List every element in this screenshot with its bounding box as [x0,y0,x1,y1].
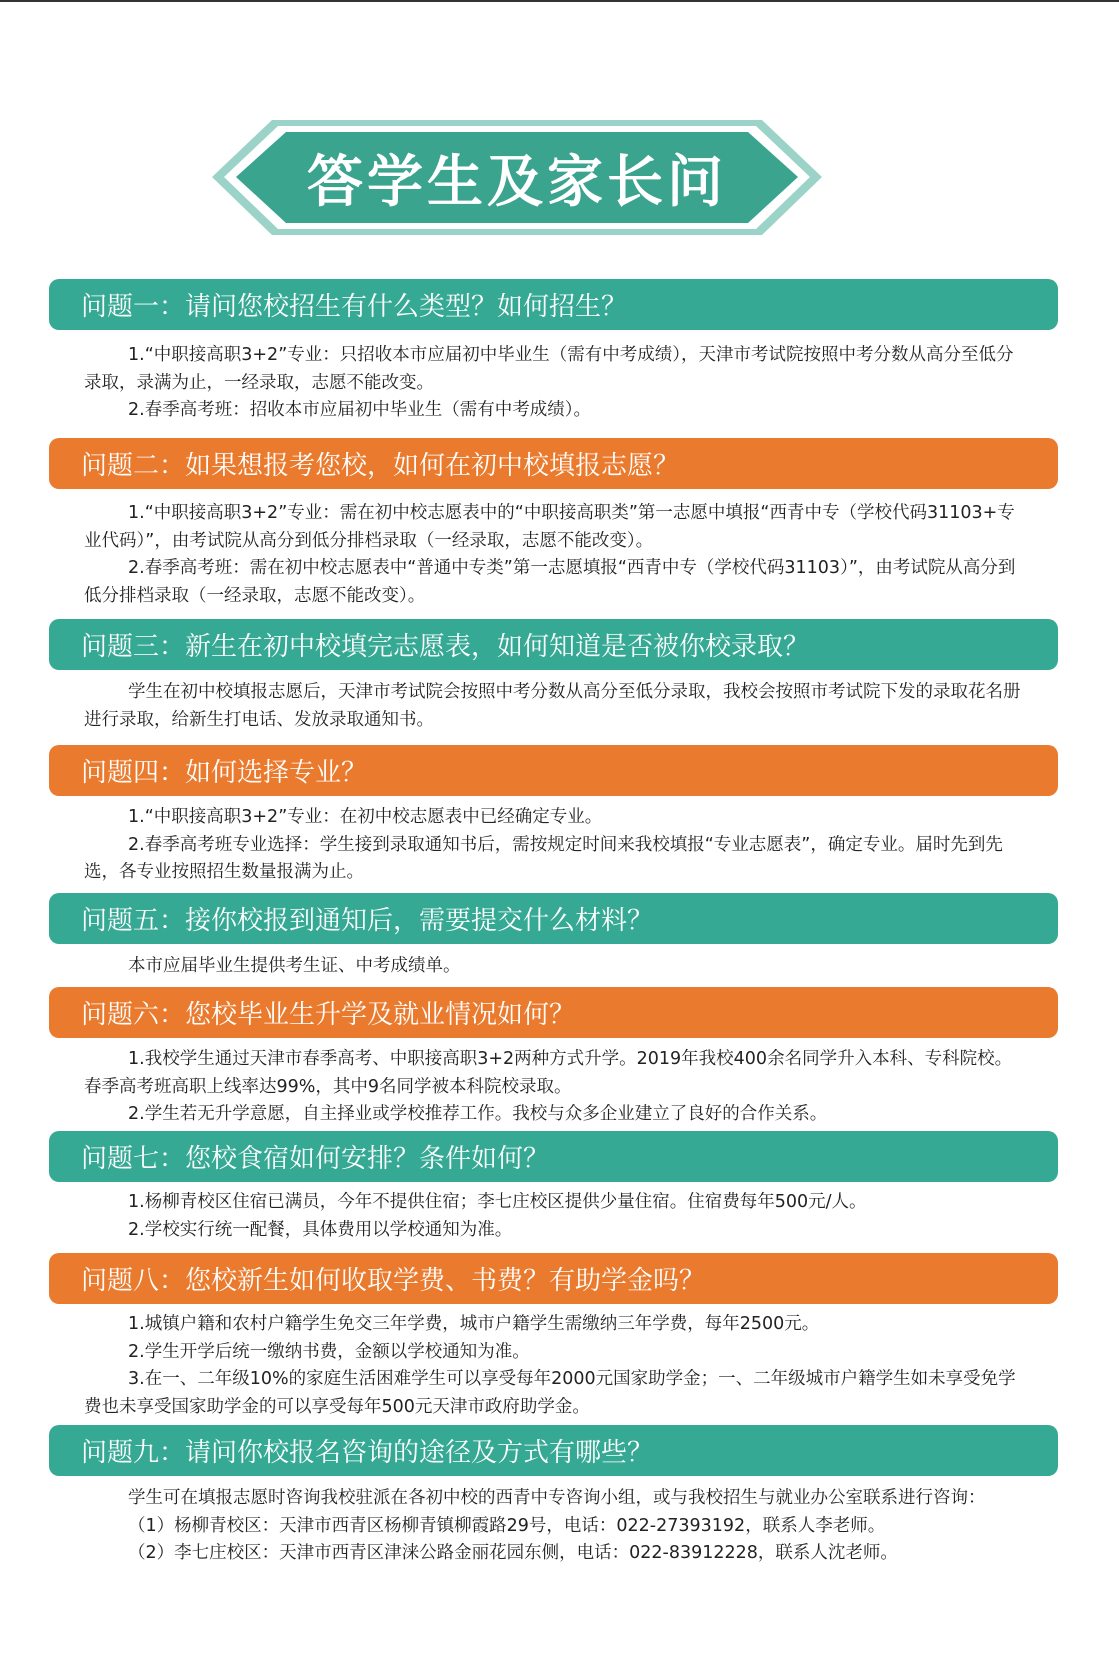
answer-paragraph: 2.学校实行统一配餐，具体费用以学校通知为准。 [128,1219,513,1240]
answer-text [84,1485,1024,1568]
answer-text [84,500,1024,610]
answer-paragraph: 1.杨柳青校区住宿已满员，今年不提供住宿；李七庄校区提供少量住宿。住宿费每年500元/人。 [128,1192,867,1212]
answer-paragraph: 3.在一、二年级10%的家庭生活困难学生可以享受每年2000元国家助学金；一、二年级城市户籍学生如未享受免学费也未享受国家助学金的可以享受每年500元天津市政府助学金。 [84,1369,1016,1417]
question-bar: 问题八：您校新生如何收取学费、书费？有助学金吗？ [49,1253,1058,1304]
answer-paragraph: 2.春季高考班专业选择：学生接到录取通知书后，需按规定时间来我校填报“专业志愿表”，确定专业。届时先到先选，各专业按照招生数量报满为止。 [84,834,1003,882]
answer-paragraph: 2.春季高考班：招收本市应届初中毕业生（需有中考成绩）。 [128,400,591,420]
answer-paragraph: （2）李七庄校区：天津市西青区津涞公路金丽花园东侧，电话：022-83912228，联系人沈老师。 [128,1543,898,1563]
question-bar: 问题五：接你校报到通知后，需要提交什么材料？ [49,893,1058,944]
answer-text [84,804,1024,887]
answer-text [84,342,1024,425]
answer-text [84,1189,1024,1244]
question-bar: 问题一：请问您校招生有什么类型？如何招生？ [49,279,1058,330]
answer-paragraph: 学生在初中校填报志愿后，天津市考试院会按照中考分数从高分至低分录取，我校会按照市考试院下发的录取花名册进行录取，给新生打电话、发放录取通知书。 [84,682,1021,730]
answer-paragraph: 1.“中职接高职3+2”专业：需在初中校志愿表中的“中职接高职类”第一志愿中填报“西青中专（学校代码31103+专业代码）”，由考试院从高分到低分排档录取（一经录取，志愿不能改变）。 [84,503,1015,551]
answer-paragraph: 本市应届毕业生提供考生证、中考成绩单。 [128,956,461,976]
question-bar: 问题三：新生在初中校填完志愿表，如何知道是否被你校录取？ [49,619,1058,670]
answer-paragraph: 1.我校学生通过天津市春季高考、中职接高职3+2两种方式升学。2019年我校400余名同学升入本科、专科院校。春季高考班高职上线率达99%，其中9名同学被本科院校录取。 [84,1049,1013,1097]
answer-paragraph: 1.“中职接高职3+2”专业：在初中校志愿表中已经确定专业。 [128,807,603,827]
answer-paragraph: 2.学生开学后统一缴纳书费，金额以学校通知为准。 [128,1341,530,1362]
answer-paragraph: 学生可在填报志愿时咨询我校驻派在各初中校的西青中专咨询小组，或与我校招生与就业办公室联系进行咨询： [128,1488,986,1508]
question-bar: 问题七：您校食宿如何安排？条件如何？ [49,1131,1058,1182]
title-banner [212,120,822,235]
answer-paragraph: 1.城镇户籍和农村户籍学生免交三年学费，城市户籍学生需缴纳三年学费，每年2500元。 [128,1314,820,1334]
question-bar: 问题四：如何选择专业？ [49,745,1058,796]
answer-paragraph: 2.学生若无升学意愿，自主择业或学校推荐工作。我校与众多企业建立了良好的合作关系。 [128,1104,828,1124]
page-title: 答学生及家长问 [307,149,727,215]
top-rule [0,0,1119,2]
answer-paragraph: （1）杨柳青校区：天津市西青区杨柳青镇柳霞路29号，电话：022-27393192，联系人李老师。 [128,1515,886,1536]
answer-paragraph: 2.春季高考班：需在初中校志愿表中“普通中专类”第一志愿填报“西青中专（学校代码31103）”，由考试院从高分到低分排档录取（一经录取，志愿不能改变）。 [84,558,1016,606]
answer-text [84,1311,1024,1421]
answer-text [84,953,1024,981]
answer-text [84,1046,1024,1129]
question-bar: 问题二：如果想报考您校，如何在初中校填报志愿？ [49,438,1058,489]
answer-text [84,679,1024,734]
answer-paragraph: 1.“中职接高职3+2”专业：只招收本市应届初中毕业生（需有中考成绩），天津市考试院按照中考分数从高分至低分录取，录满为止，一经录取，志愿不能改变。 [84,345,1014,393]
question-bar: 问题九：请问你校报名咨询的途径及方式有哪些？ [49,1425,1058,1476]
question-bar: 问题六：您校毕业生升学及就业情况如何？ [49,987,1058,1038]
